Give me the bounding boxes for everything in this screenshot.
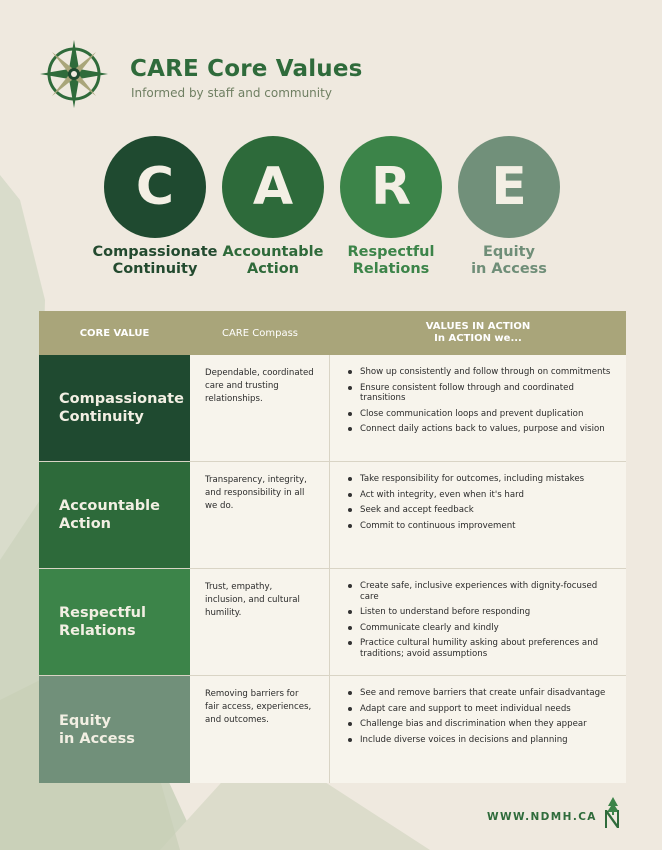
header-core-value: CORE VALUE xyxy=(79,327,150,339)
list-item: Ensure consistent follow through and coordinated transitions xyxy=(347,383,612,404)
list-item: Show up consistently and follow through on commitments xyxy=(347,367,612,378)
list-item: Listen to understand before responding xyxy=(347,607,612,618)
values-table xyxy=(39,311,626,783)
row-value-cell: Compassionate Continuity xyxy=(39,355,190,461)
footer-website-link[interactable]: WWW.NDMH.CA xyxy=(487,811,597,823)
row-compass-cell: Trust, empathy, inclusion, and cultural humility. xyxy=(190,569,330,675)
row-value-cell: Accountable Action xyxy=(39,462,190,568)
list-item: Communicate clearly and kindly xyxy=(347,623,612,634)
list-item: Close communication loops and prevent duplication xyxy=(347,409,612,420)
page-subtitle: Informed by staff and community xyxy=(131,86,332,100)
list-item: Challenge bias and discrimination when they appear xyxy=(347,719,612,730)
row-actions-cell xyxy=(331,676,626,783)
row-actions-cell xyxy=(331,462,626,568)
row-actions-cell xyxy=(331,355,626,461)
letter-label-c: Compassionate Continuity xyxy=(92,244,218,277)
list-item: Take responsibility for outcomes, including mistakes xyxy=(347,474,612,485)
table-header xyxy=(39,311,626,355)
list-item: Connect daily actions back to values, purpose and vision xyxy=(347,424,612,435)
letter-label-e: Equity in Access xyxy=(471,244,547,277)
list-item: Act with integrity, even when it's hard xyxy=(347,490,612,501)
list-item: Adapt care and support to meet individual needs xyxy=(347,704,612,715)
table-row xyxy=(39,462,626,569)
table-row xyxy=(39,355,626,462)
list-item: Include diverse voices in decisions and planning xyxy=(347,735,612,746)
table-row xyxy=(39,569,626,676)
letter-circle-e: E xyxy=(458,136,560,238)
row-compass-cell: Removing barriers for fair access, experiences, and outcomes. xyxy=(190,676,330,783)
page-title: CARE Core Values xyxy=(130,56,363,82)
row-value-cell: Equity in Access xyxy=(39,676,190,783)
list-item: Seek and accept feedback xyxy=(347,505,612,516)
row-actions-cell xyxy=(331,569,626,675)
letter-label-a: Accountable Action xyxy=(222,244,324,277)
table-row xyxy=(39,676,626,783)
list-item: See and remove barriers that create unfair disadvantage xyxy=(347,688,612,699)
row-compass-cell: Transparency, integrity, and responsibility in all we do. xyxy=(190,462,330,568)
row-value-cell: Respectful Relations xyxy=(39,569,190,675)
letter-circle-r: R xyxy=(340,136,442,238)
compass-rose-icon xyxy=(38,38,110,110)
list-item: Commit to continuous improvement xyxy=(347,521,612,532)
list-item: Practice cultural humility asking about preferences and traditions; avoid assumptions xyxy=(347,638,612,659)
letter-circle-c: C xyxy=(104,136,206,238)
letter-circle-a: A xyxy=(222,136,324,238)
ndmh-logo-icon xyxy=(602,797,624,829)
row-compass-cell: Dependable, coordinated care and trusting relationships. xyxy=(190,355,330,461)
header-values-in-action: VALUES IN ACTION In ACTION we... xyxy=(425,321,531,344)
list-item: Create safe, inclusive experiences with dignity-focused care xyxy=(347,581,612,602)
header-compass: CARE Compass xyxy=(221,327,298,339)
letter-label-r: Respectful Relations xyxy=(347,244,435,277)
